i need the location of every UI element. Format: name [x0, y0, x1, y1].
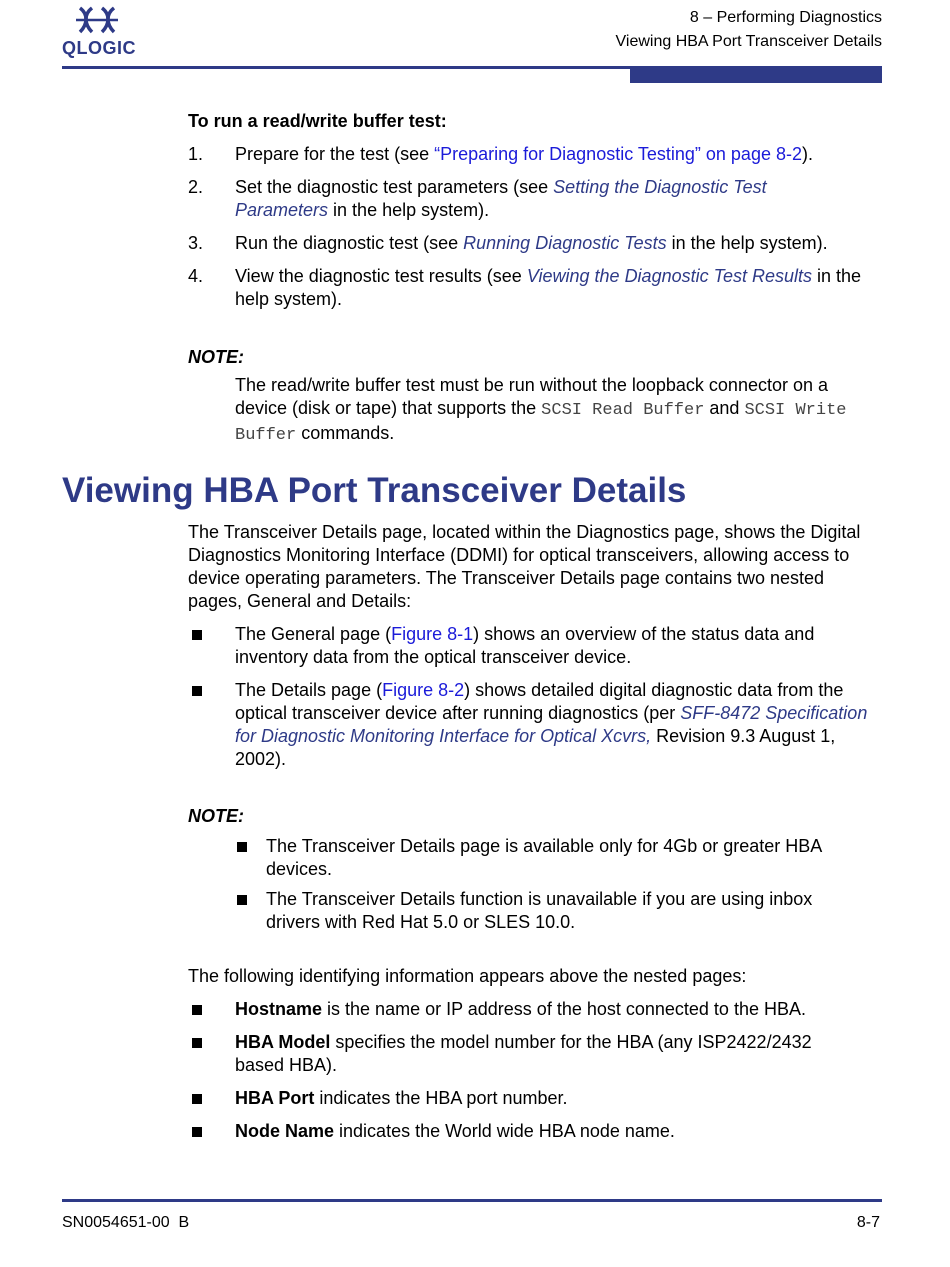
ident-intro: The following identifying information appears above the nested pages: — [188, 966, 747, 986]
bullet-icon — [237, 895, 247, 905]
bullet-icon — [192, 1094, 202, 1104]
bullet-icon — [192, 1127, 202, 1137]
header-bar-block — [630, 66, 882, 83]
link-setting-diagnostic-test-parameters[interactable]: Setting the Diagnostic Test Parameters — [235, 177, 767, 220]
qlogic-logo-mark-icon — [72, 4, 162, 36]
procedure-title: To run a read/write buffer test: — [188, 111, 447, 131]
footer-rule — [62, 1199, 882, 1202]
section-heading: Viewing HBA Port Transceiver Details — [62, 471, 687, 510]
link-preparing-diagnostic-testing[interactable]: “Preparing for Diagnostic Testing” on page 8-2 — [434, 144, 802, 164]
link-figure-8-2[interactable]: Figure 8-2 — [382, 680, 465, 700]
note-label: NOTE: — [188, 806, 244, 826]
link-sff-8472-specification[interactable]: SFF-8472 Specification for Diagnostic Monitoring Interface for Optical Xcvrs, — [235, 703, 868, 746]
logo-text: QLOGIC — [62, 38, 136, 58]
header-section: Viewing HBA Port Transceiver Details — [615, 33, 882, 50]
qlogic-logo — [62, 4, 152, 60]
footer-page-number: 8-7 — [856, 1214, 880, 1231]
link-viewing-diagnostic-test-results[interactable]: Viewing the Diagnostic Test Results — [526, 266, 812, 286]
note-label: NOTE: — [188, 347, 244, 367]
bullet-icon — [192, 630, 202, 640]
section-intro: The Transceiver Details page, located within the Diagnostics page, shows the Digital Diagnostics Monitoring Interface (DDMI) for optical transceivers, allowing access to device operating parameters. The Transceiver Details page contains two nested pages, General and Details: — [188, 522, 861, 611]
bullet-icon — [192, 1038, 202, 1048]
note-list-item: The Transceiver Details function is unavailable if you are using inbox drivers with Red Hat 5.0 or SLES 10.0. — [235, 888, 875, 934]
link-figure-8-1[interactable]: Figure 8-1 — [391, 624, 474, 644]
note-text: The read/write buffer test must be run without the loopback connector on a device (disk or tape) that supports the SCSI Read Buffer and SCSI Write Buffer commands. — [235, 375, 847, 445]
bullet-icon — [237, 842, 247, 852]
header-chapter: 8 – Performing Diagnostics — [689, 9, 882, 26]
link-running-diagnostic-tests[interactable]: Running Diagnostic Tests — [463, 233, 667, 253]
code-scsi-write-buffer: SCSI Write Buffer — [235, 401, 847, 445]
bullet-icon — [192, 1005, 202, 1015]
footer-doc-id: SN0054651-00 B — [62, 1214, 190, 1231]
note-list-item: The Transceiver Details page is available only for 4Gb or greater HBA devices. — [235, 835, 875, 881]
code-scsi-read-buffer: SCSI Read Buffer — [541, 401, 705, 420]
bullet-icon — [192, 686, 202, 696]
